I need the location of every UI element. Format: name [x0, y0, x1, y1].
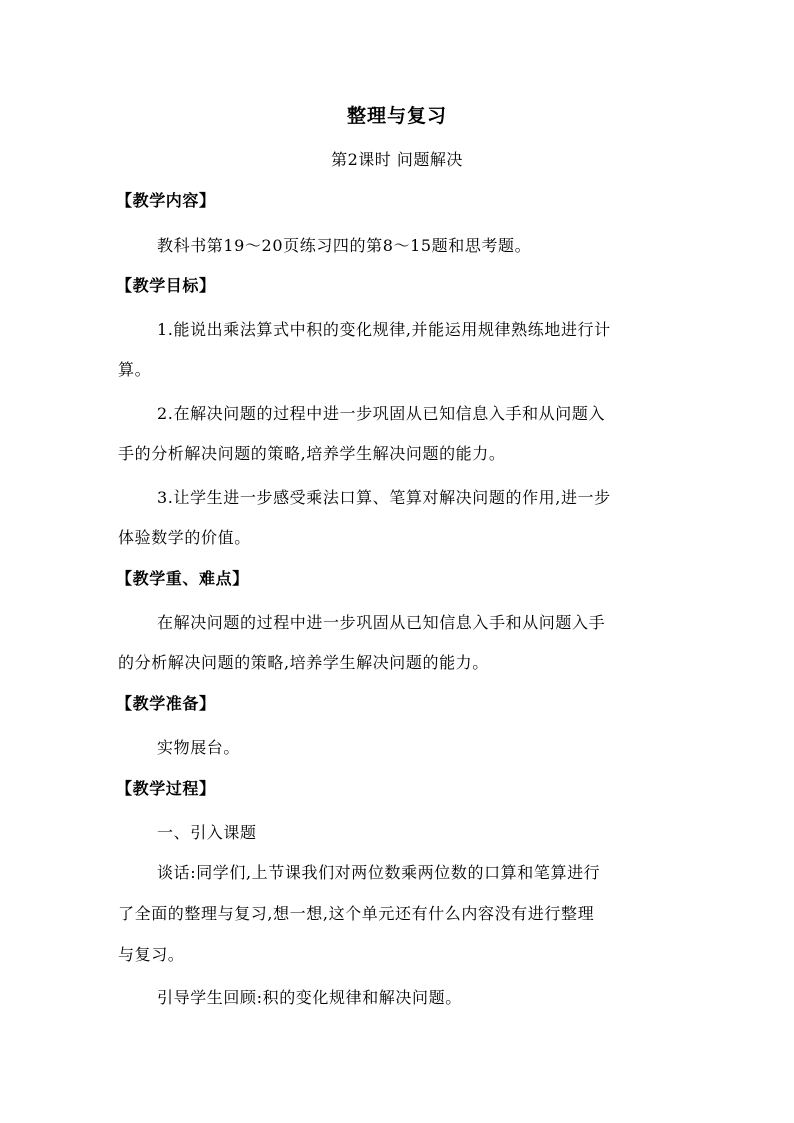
- section-heading-process: 【教学过程】: [116, 779, 216, 798]
- preparation-line: 实物展台。: [157, 738, 241, 757]
- content-line: 教科书第19～20页练习四的第8～15题和思考题。: [157, 236, 532, 255]
- key-points-line: 在解决问题的过程中进一步巩固从已知信息入手和从问题入手: [157, 613, 606, 632]
- process-line: 一、引入课题: [157, 823, 257, 842]
- process-line: 谈话:同学们,上节课我们对两位数乘两位数的口算和笔算进行: [157, 863, 601, 882]
- section-heading-content: 【教学内容】: [116, 191, 216, 210]
- document-title: 整理与复习: [346, 105, 447, 127]
- document-subtitle: 第2课时 问题解决: [331, 150, 463, 169]
- goals-line: 1.能说出乘法算式中积的变化规律,并能运用规律熟练地进行计: [157, 320, 611, 339]
- key-points-line: 的分析解决问题的策略,培养学生解决问题的能力。: [118, 653, 489, 672]
- goals-line: 2.在解决问题的过程中进一步巩固从已知信息入手和从问题入: [157, 404, 606, 423]
- process-line: 与复习。: [118, 945, 185, 964]
- goals-line: 手的分析解决问题的策略,培养学生解决问题的能力。: [118, 444, 506, 463]
- goals-line: 算。: [118, 360, 152, 379]
- goals-line: 3.让学生进一步感受乘法口算、笔算对解决问题的作用,进一步: [157, 488, 611, 507]
- section-heading-key-points: 【教学重、难点】: [116, 569, 249, 588]
- process-line: 了全面的整理与复习,想一想,这个单元还有什么内容没有进行整理: [118, 904, 595, 923]
- section-heading-goals: 【教学目标】: [116, 276, 216, 295]
- section-heading-preparation: 【教学准备】: [116, 694, 216, 713]
- process-line: 引导学生回顾:积的变化规律和解决问题。: [157, 988, 462, 1007]
- goals-line: 体验数学的价值。: [118, 528, 251, 547]
